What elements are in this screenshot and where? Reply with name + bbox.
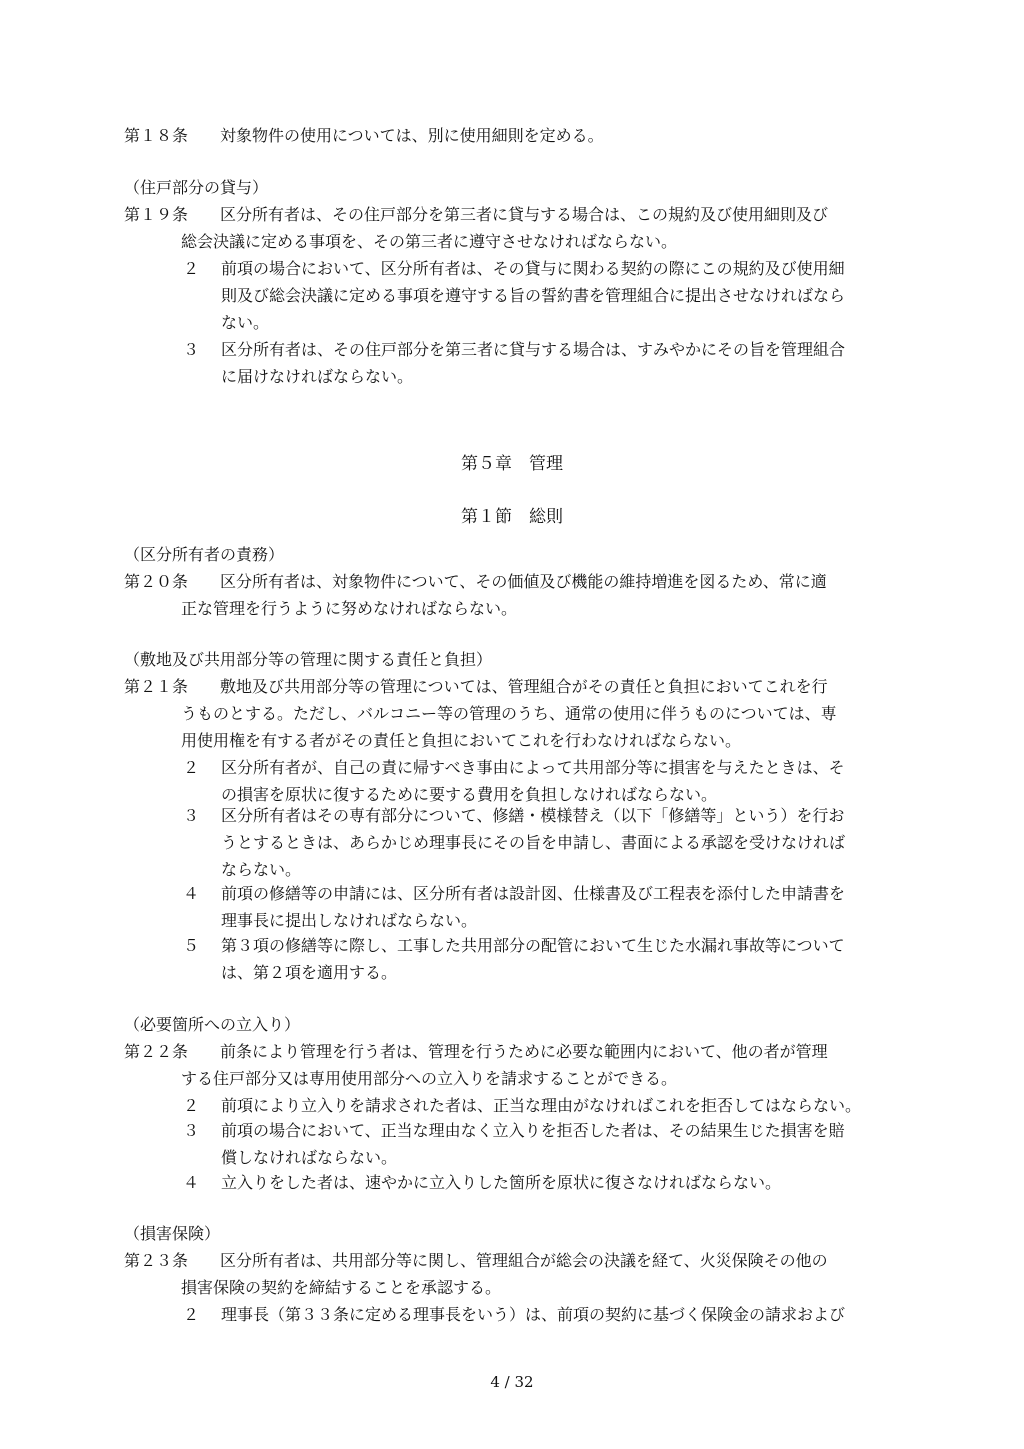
article-21-continuation-2: 用使用権を有する者がその責任と負担においてこれを行わなければならない。: [181, 731, 742, 750]
article-22-paragraph-4: 立入りをした者は、速やかに立入りした箇所を原状に復さなければならない。: [221, 1173, 782, 1192]
article-22-continuation: する住戸部分又は専用使用部分への立入りを請求することができる。: [181, 1069, 678, 1088]
article-22-paragraph-2: 前項により立入りを請求された者は、正当な理由がなければこれを拒否してはならない。: [221, 1096, 862, 1115]
section-heading: 第１節 総則: [461, 507, 563, 527]
paragraph-number: ２: [183, 758, 200, 777]
article-19-paragraph-3: 区分所有者は、その住戸部分を第三者に貸与する場合は、すみやかにその旨を管理組合: [221, 340, 846, 359]
article-21-paragraph-5-line-2: は、第２項を適用する。: [221, 963, 398, 982]
article-23-paragraph-2: 理事長（第３３条に定める理事長をいう）は、前項の契約に基づく保険金の請求および: [221, 1305, 846, 1324]
caption-article-19: （住戸部分の貸与）: [124, 178, 269, 197]
caption-article-22: （必要箇所への立入り）: [124, 1015, 301, 1034]
article-21-continuation-1: うものとする。ただし、バルコニー等の管理のうち、通常の使用に伴うものについては、専: [181, 704, 837, 723]
article-23-continuation: 損害保険の契約を締結することを承認する。: [181, 1278, 502, 1297]
paragraph-number: ２: [183, 1096, 200, 1115]
article-23: 第２３条 区分所有者は、共用部分等に関し、管理組合が総会の決議を経て、火災保険その他の: [124, 1251, 828, 1270]
article-20: 第２０条 区分所有者は、対象物件について、その価値及び機能の維持増進を図るため、常に適: [124, 572, 827, 591]
paragraph-number: ４: [183, 884, 200, 903]
paragraph-number: ３: [183, 1121, 200, 1140]
article-19: 第１９条 区分所有者は、その住戸部分を第三者に貸与する場合は、この規約及び使用細則及び: [124, 205, 829, 224]
chapter-heading: 第５章 管理: [461, 454, 563, 474]
article-22-paragraph-3-line-2: 償しなければならない。: [221, 1148, 398, 1167]
caption-article-23: （損害保険）: [124, 1224, 221, 1243]
article-21-paragraph-2: 区分所有者が、自己の責に帰すべき事由によって共用部分等に損害を与えたときは、そ: [221, 758, 845, 777]
article-21-paragraph-4-line-2: 理事長に提出しなければならない。: [221, 911, 478, 930]
paragraph-number: ４: [183, 1173, 200, 1192]
article-21: 第２１条 敷地及び共用部分等の管理については、管理組合がその責任と負担においてこれを行: [124, 677, 828, 696]
article-18: 第１８条 対象物件の使用については、別に使用細則を定める。: [124, 126, 604, 145]
article-19-paragraph-2-line-3: ない。: [221, 313, 270, 332]
paragraph-number: ３: [183, 806, 200, 825]
caption-article-21: （敷地及び共用部分等の管理に関する責任と負担）: [124, 650, 493, 669]
article-19-continuation: 総会決議に定める事項を、その第三者に遵守させなければならない。: [181, 232, 678, 251]
article-20-continuation: 正な管理を行うように努めなければならない。: [181, 599, 518, 618]
article-21-paragraph-2-line-2: の損害を原状に復するために要する費用を負担しなければならない。: [221, 785, 718, 804]
page-number: 4 / 32: [490, 1373, 534, 1391]
paragraph-number: ２: [183, 259, 200, 278]
paragraph-number: ５: [183, 936, 200, 955]
caption-article-20: （区分所有者の責務）: [124, 545, 285, 564]
article-22-paragraph-3: 前項の場合において、正当な理由なく立入りを拒否した者は、その結果生じた損害を賠: [221, 1121, 845, 1140]
article-21-paragraph-3-line-3: ならない。: [221, 860, 302, 879]
article-19-paragraph-2-line-2: 則及び総会決議に定める事項を遵守する旨の誓約書を管理組合に提出させなければなら: [221, 286, 846, 305]
paragraph-number: ３: [183, 340, 200, 359]
article-21-paragraph-4: 前項の修繕等の申請には、区分所有者は設計図、仕様書及び工程表を添付した申請書を: [221, 884, 846, 903]
article-19-paragraph-3-line-2: に届けなければならない。: [221, 367, 414, 386]
article-21-paragraph-3-line-2: うとするときは、あらかじめ理事長にその旨を申請し、書面による承認を受けなければ: [221, 833, 846, 852]
article-22: 第２２条 前条により管理を行う者は、管理を行うために必要な範囲内において、他の者が管理: [124, 1042, 828, 1061]
article-21-paragraph-5: 第３項の修繕等に際し、工事した共用部分の配管において生じた水漏れ事故等について: [221, 936, 845, 955]
article-19-paragraph-2: 前項の場合において、区分所有者は、その貸与に関わる契約の際にこの規約及び使用細: [221, 259, 845, 278]
paragraph-number: ２: [183, 1305, 200, 1324]
article-21-paragraph-3: 区分所有者はその専有部分について、修繕・模様替え（以下「修繕等」という）を行お: [221, 806, 845, 825]
